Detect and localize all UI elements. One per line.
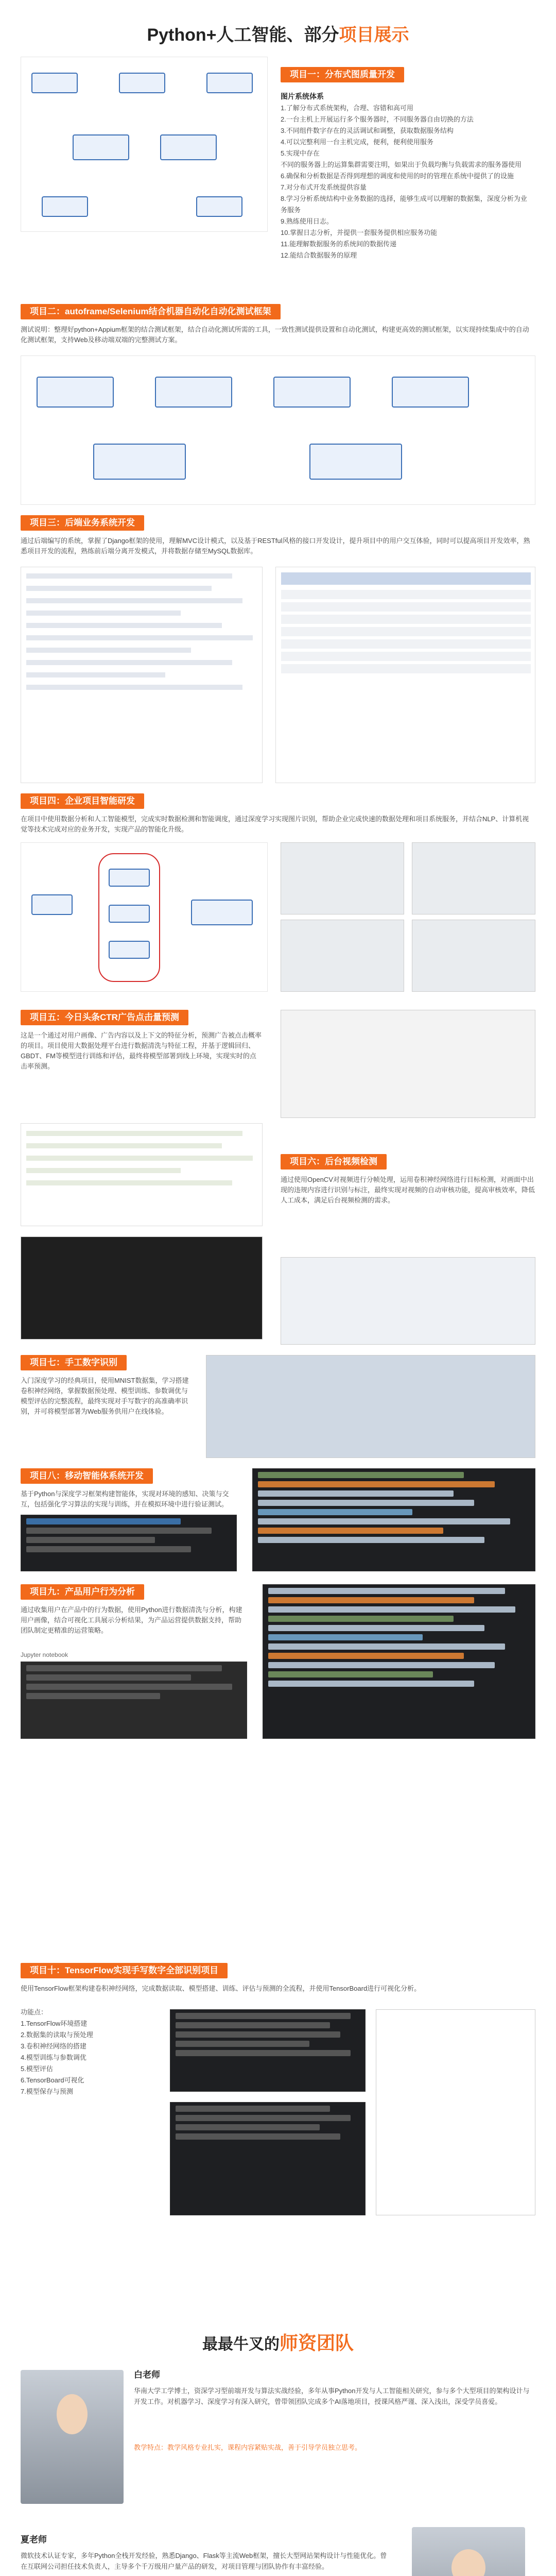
project6-chart — [281, 1257, 535, 1345]
project4-desc: 在项目中使用数据分析和人工智能模型，完成实时数据检测和智能调度，通过深度学习实现图片识别，帮助企业完成快速的数据处理和项目系统服务，并结合NLP、计算机视觉等技术完成对应的业务开发，实现产品的智能化升级。 — [21, 815, 529, 833]
project1-list-item: 5.实现中存在 — [281, 149, 320, 157]
project1-list-item: 11.能理解数据服务的系统间的数据传递 — [281, 240, 397, 248]
project10-terminal-2 — [170, 2102, 366, 2215]
project9-code — [263, 1584, 535, 1739]
project5-desc: 这是一个通过对用户画像、广告内容以及上下文的特征分析，预测广告被点击概率的项目。项目使用大数据处理平台进行数据清洗与特征工程，并基于逻辑回归、GBDT、FM等模型进行训练和评估，最终将模型部署到线上环境，实现实时的点击率预测。 — [21, 1031, 262, 1070]
avatar — [412, 2527, 525, 2576]
project10-terminal — [170, 2009, 366, 2092]
project9-notebook — [21, 1662, 247, 1739]
project10-step: 5.模型评估 — [21, 2065, 53, 2073]
diagram-node — [196, 196, 242, 217]
diagram-node — [73, 134, 129, 160]
diagram-node — [392, 377, 469, 408]
page-title — [0, 21, 556, 46]
avatar — [21, 2370, 124, 2504]
diagram-node — [93, 444, 186, 480]
project1-list-item: 2.一台主机上开展运行多个服务器时，不同服务器自由切换的方法 — [281, 115, 474, 123]
project1-list-item: 1.了解分布式系统架构，合理、容错和高可用 — [281, 104, 413, 112]
page-title-prefix: Python+人工智能、部分 — [147, 25, 339, 45]
project1-list-item: 8.学习分析系统结构中业务数据的选择，能够生成可以理解的数据集，深度分析为业务服务 — [281, 195, 527, 214]
project6-desc: 通过使用OpenCV对视频进行分帧处理，运用卷积神经网络进行目标检测，对画面中出现的违规内容进行识别与标注，最终实现对视频的自动审核功能，提高审核效率，降低人工成本，满足后台视频检测的需求。 — [281, 1176, 535, 1204]
project10-step: 6.TensorBoard可视化 — [21, 2076, 84, 2084]
diagram-node — [31, 894, 73, 915]
project10-digits — [376, 2009, 535, 2215]
project10-step: 3.卷积神经网络的搭建 — [21, 2042, 86, 2050]
project1-list-item: 不同的服务器上的运算集群需要注明，如果出于负载均衡与负载需求的服务器使用 — [281, 161, 522, 168]
project1-body — [281, 90, 533, 261]
project4-image — [281, 842, 404, 914]
project2-diagram — [21, 355, 535, 505]
diagram-node — [109, 905, 150, 923]
project8-code — [252, 1468, 535, 1571]
project10-step: 2.数据集的读取与预处理 — [21, 2031, 93, 2039]
project10-step: 功能点： — [21, 2008, 48, 2016]
project1-subtitle: 图片系统体系 — [281, 92, 324, 100]
project1-list-item: 10.掌握日志分析，并提供一套服务提供相应服务功能 — [281, 229, 438, 236]
diagram-node — [309, 444, 402, 480]
diagram-node — [191, 900, 253, 925]
project3-header: 项目三：后端业务系统开发 — [21, 515, 144, 531]
project4-header: 项目四：企业项目智能研发 — [21, 793, 144, 809]
project1-header: 项目一：分布式图质量开发 — [281, 67, 404, 82]
project4-diagram — [21, 842, 268, 992]
team-title — [0, 2329, 556, 2355]
project6-header: 项目六：后台视频检测 — [281, 1154, 387, 1170]
project9-desc: 通过收集用户在产品中的行为数据，使用Python进行数据清洗与分析，构建用户画像，结合可视化工具展示分析结果，为产品运营提供数据支持，帮助团队制定更精准的运营策略。 — [21, 1606, 242, 1634]
project8-terminal — [21, 1515, 237, 1571]
project1-list-item: 3.不同组件数字存在的灵活调试和调整，获取数据服务结构 — [281, 127, 454, 134]
project4-image — [412, 842, 535, 914]
project3-desc: 通过后端编写的系统，掌握了Django框架的使用，理解MVC设计模式，以及基于RESTful风格的接口开发设计，提升项目中的用户交互体验，同时可以提高项目开发效率，熟悉项目开发的流程，熟练前后端分离开发模式，并将数据存储至MySQL数据库。 — [21, 537, 530, 555]
teacher-name: 白老师 — [134, 2370, 160, 2380]
diagram-node — [42, 196, 88, 217]
project2-header: 项目二：autoframe/Selenium结合机器自动化自动化测试框架 — [21, 304, 281, 319]
project1-list-item: 12.能结合数据服务的原理 — [281, 251, 357, 259]
teacher-note: 教学特点：教学风格专业扎实，课程内容紧贴实战，善于引导学员独立思考。 — [134, 2444, 362, 2451]
project10-step: 4.模型训练与参数调优 — [21, 2054, 86, 2061]
diagram-node — [160, 134, 217, 160]
project8-desc: 基于Python与深度学习框架构建智能体，实现对环境的感知、决策与交互，包括强化学习算法的实现与训练，并在模拟环境中进行验证测试。 — [21, 1490, 229, 1508]
project3-table — [275, 567, 535, 783]
project8-header: 项目八：移动智能体系统开发 — [21, 1468, 153, 1484]
teacher-bio: 微软技术认证专家，多年Python全栈开发经验，熟悉Django、Flask等主流Web框架，擅长大型网站架构设计与性能优化。曾在互联网公司担任技术负责人，主导多个千万级用户量产品的研发，对项目管理与团队协作有丰富经验。 — [21, 2552, 387, 2570]
project6-image — [21, 1236, 263, 1340]
diagram-node — [37, 377, 114, 408]
diagram-node — [206, 73, 253, 93]
project10-step: 7.模型保存与预测 — [21, 2088, 73, 2095]
project1-list-item: 6.确保和分析数据是否得到理想的调度和使用的时的管理在系统中提供了的设施 — [281, 172, 514, 180]
teacher-name: 夏老师 — [21, 2535, 47, 2545]
diagram-node — [119, 73, 165, 93]
project1-diagram — [21, 57, 268, 232]
project4-image — [412, 920, 535, 992]
project10-desc: 使用TensorFlow框架构建卷积神经网络，完成数据读取、模型搭建、训练、评估与预测的全流程，并使用TensorBoard进行可视化分析。 — [21, 1985, 421, 1992]
project5-code — [21, 1123, 263, 1226]
team-title-highlight: 师资团队 — [279, 2332, 354, 2353]
project7-header: 项目七：手工数字识别 — [21, 1355, 127, 1370]
project2-desc: 测试说明：整理好python+Appium框架的结合测试框架，结合自动化测试所需的工具，一致性测试提供设置和自动化测试，构建更高效的测试框架，以实现持续集成中的自动化测试框架，支持Web及移动端双端的完整测试方案。 — [21, 326, 529, 344]
diagram-node — [155, 377, 232, 408]
team-title-prefix: 最最牛叉的 — [202, 2336, 280, 2353]
project10-steps — [21, 2007, 165, 2097]
diagram-node — [109, 869, 150, 887]
project4-image — [281, 920, 404, 992]
diagram-node — [273, 377, 351, 408]
diagram-node — [31, 73, 78, 93]
project9-code-label: Jupyter notebook — [21, 1651, 68, 1658]
teacher-bio: 华南大学工学博士，资深学习型前端开发与算法实战经验，多年从事Python开发与人工智能相关研究，参与多个大型项目的架构设计与开发工作。对机器学习、深度学习有深入研究，曾带领团队完成多个AI落地项目，授课风格严谨、深入浅出，深受学员喜爱。 — [134, 2387, 530, 2405]
project1-list-item: 9.熟练使用日志。 — [281, 217, 333, 225]
project9-header: 项目九：产品用户行为分析 — [21, 1584, 144, 1600]
page-title-highlight: 项目展示 — [339, 25, 409, 45]
project7-desc: 入门深度学习的经典项目，使用MNIST数据集，学习搭建卷积神经网络，掌握数据预处理、模型训练、参数调优与模型评估的完整流程，最终实现对手写数字的高准确率识别，并可将模型部署为Web服务供用户在线体验。 — [21, 1377, 189, 1415]
project5-image — [281, 1010, 535, 1118]
diagram-node — [109, 941, 150, 959]
project10-header: 项目十：TensorFlow实现手写数字全部识别项目 — [21, 1963, 228, 1978]
project1-list-item: 7.对分布式开发系统提供容量 — [281, 183, 367, 191]
project1-list — [281, 103, 533, 261]
project5-header: 项目五：今日头条CTR广告点击量预测 — [21, 1010, 188, 1025]
project7-image — [206, 1355, 535, 1458]
project1-list-item: 4.可以完整利用一台主机完成，便利，便利使用服务 — [281, 138, 433, 146]
project3-code — [21, 567, 263, 783]
project10-step: 1.TensorFlow环境搭建 — [21, 2020, 88, 2027]
